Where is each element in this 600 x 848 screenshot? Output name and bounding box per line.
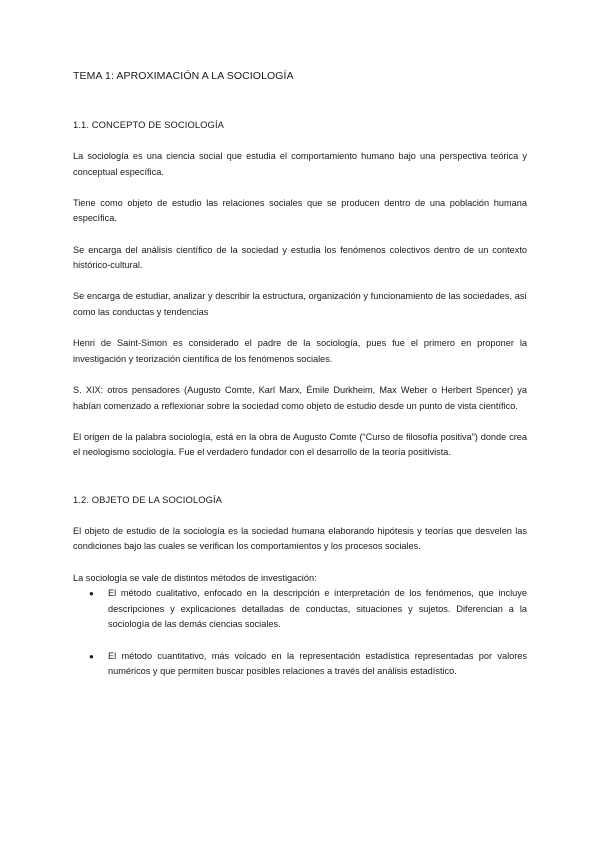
bullet-icon: ● [89, 651, 94, 661]
paragraph: Se encarga de estudiar, analizar y describir la estructura, organización y funcionamiento de las sociedades, así como las conductas y tendencias [73, 291, 527, 317]
document-page [73, 70, 527, 695]
bullet-icon: ● [89, 589, 94, 599]
paragraph: Henri de Saint-Simon es considerado el padre de la sociología, pues fue el primero en proponer la investigación y teorización científica de los fenómenos sociales. [73, 338, 527, 364]
list-item-text: El método cualitativo, enfocado en la descripción e interpretación de los fenómenos, que incluye descripciones y explicaciones detalladas de conductas, situaciones y sujetos. Diferencian a la sociología de las demás ciencias sociales. [108, 588, 527, 630]
list-item [73, 586, 527, 633]
list-item-text: El método cuantitativo, más volcado en la representación estadística representadas por valores numéricos y que permiten buscar posibles relaciones a través del análisis estadístico. [108, 650, 527, 677]
list-item [73, 649, 527, 680]
paragraph: El origen de la palabra sociología, está en la obra de Augusto Comte (“Curso de filosofía positiva”) donde crea el neologismo sociología. Fue el verdadero fundador con el desarrollo de la teoría positivista. [73, 431, 527, 458]
paragraph: S. XIX: otros pensadores (Augusto Comte, Karl Marx, Émile Durkheim, Max Weber o Herbert Spencer) ya habían comenzado a reflexionar sobre la sociedad como objeto de estudio desde un punto de vista científico. [73, 384, 527, 411]
document-title: TEMA 1: APROXIMACIÓN A LA SOCIOLOGÍA [73, 70, 294, 82]
paragraph: El objeto de estudio de la sociología es la sociedad humana elaborando hipótesis y teorías que desvelen las condiciones bajo las cuales se verifican los comportamientos y los procesos sociales. [73, 525, 527, 552]
paragraph: La sociología es una ciencia social que estudia el comportamiento humano bajo una perspectiva teórica y conceptual específica. [73, 151, 527, 177]
methods-intro: La sociología se vale de distintos métodos de investigación: [73, 572, 317, 583]
paragraph: Tiene como objeto de estudio las relaciones sociales que se producen dentro de una población humana específica. [73, 197, 527, 224]
section-title-objeto: 1.2. OBJETO DE LA SOCIOLOGÍA [73, 493, 223, 505]
paragraph: Se encarga del análisis científico de la sociedad y estudia los fenómenos colectivos dentro de un contexto histórico-cultural. [73, 244, 527, 271]
methods-list [73, 586, 527, 680]
section-title-concepto: 1.1. CONCEPTO DE SOCIOLOGÍA [73, 119, 225, 130]
